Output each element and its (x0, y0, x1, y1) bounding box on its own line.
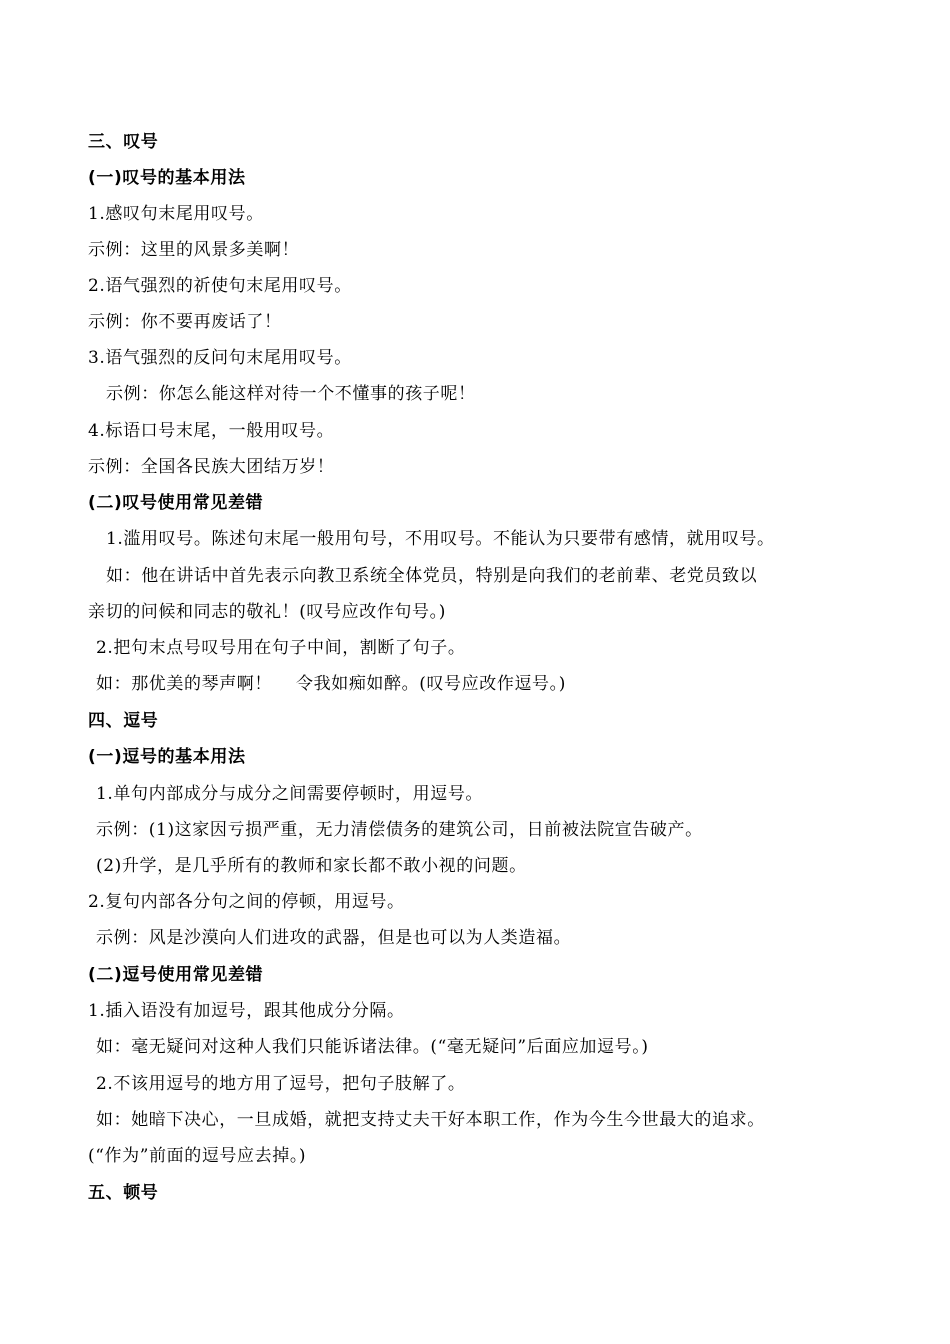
section-heading-comma: 四、逗号 (88, 711, 159, 731)
comma-error-item-2: 2.不该用逗号的地方用了逗号，把句子肢解了。 (96, 1074, 466, 1094)
comma-error-example-1: 如：毫无疑问对这种人我们只能诉诸法律。(“毫无疑问”后面应加逗号。) (96, 1037, 649, 1057)
rule-item-2: 2.语气强烈的祈使句末尾用叹号。 (88, 276, 352, 296)
comma-rule-item-1: 1.单句内部成分与成分之间需要停顿时，用逗号。 (96, 784, 484, 804)
comma-error-item-1: 1.插入语没有加逗号，跟其他成分分隔。 (88, 1001, 405, 1021)
error-example-2: 如：那优美的琴声啊！ 令我如痴如醉。(叹号应改作逗号。) (96, 674, 566, 694)
subheading-exclamation-common-errors: (二)叹号使用常见差错 (88, 493, 264, 513)
rule-item-1: 1.感叹句末尾用叹号。 (88, 204, 264, 224)
comma-example-1b: (2)升学，是几乎所有的教师和家长都不敢小视的问题。 (96, 856, 527, 876)
example-4: 示例：全国各民族大团结万岁！ (88, 457, 335, 477)
comma-error-example-2b: (“作为”前面的逗号应去掉。) (88, 1146, 307, 1166)
error-example-1a: 如：他在讲话中首先表示向教卫系统全体党员，特别是向我们的老前辈、老党员致以 (106, 566, 758, 586)
comma-rule-item-2: 2.复句内部各分句之间的停顿，用逗号。 (88, 892, 405, 912)
error-item-1: 1.滥用叹号。陈述句末尾一般用句号，不用叹号。不能认为只要带有感情，就用叹号。 (106, 529, 775, 549)
rule-item-3: 3.语气强烈的反问句末尾用叹号。 (88, 348, 352, 368)
error-item-2: 2.把句末点号叹号用在句子中间，割断了句子。 (96, 638, 466, 658)
error-example-1b: 亲切的问候和同志的敬礼！(叹号应改作句号。) (88, 602, 446, 622)
subheading-comma-common-errors: (二)逗号使用常见差错 (88, 965, 264, 985)
comma-example-1a: 示例：(1)这家因亏损严重，无力清偿债务的建筑公司，日前被法院宣告破产。 (96, 820, 703, 840)
comma-error-example-2a: 如：她暗下决心，一旦成婚，就把支持丈夫干好本职工作，作为今生今世最大的追求。 (96, 1110, 765, 1130)
example-3: 示例：你怎么能这样对待一个不懂事的孩子呢！ (106, 384, 476, 404)
section-heading-enumeration-comma: 五、顿号 (88, 1183, 159, 1203)
subheading-exclamation-basic-usage: (一)叹号的基本用法 (88, 168, 246, 188)
comma-example-2: 示例：风是沙漠向人们进攻的武器，但是也可以为人类造福。 (96, 928, 572, 948)
section-heading-exclamation: 三、叹号 (88, 132, 159, 152)
example-1: 示例：这里的风景多美啊！ (88, 240, 300, 260)
example-2: 示例：你不要再废话了！ (88, 312, 282, 332)
rule-item-4: 4.标语口号末尾，一般用叹号。 (88, 421, 335, 441)
subheading-comma-basic-usage: (一)逗号的基本用法 (88, 747, 246, 767)
